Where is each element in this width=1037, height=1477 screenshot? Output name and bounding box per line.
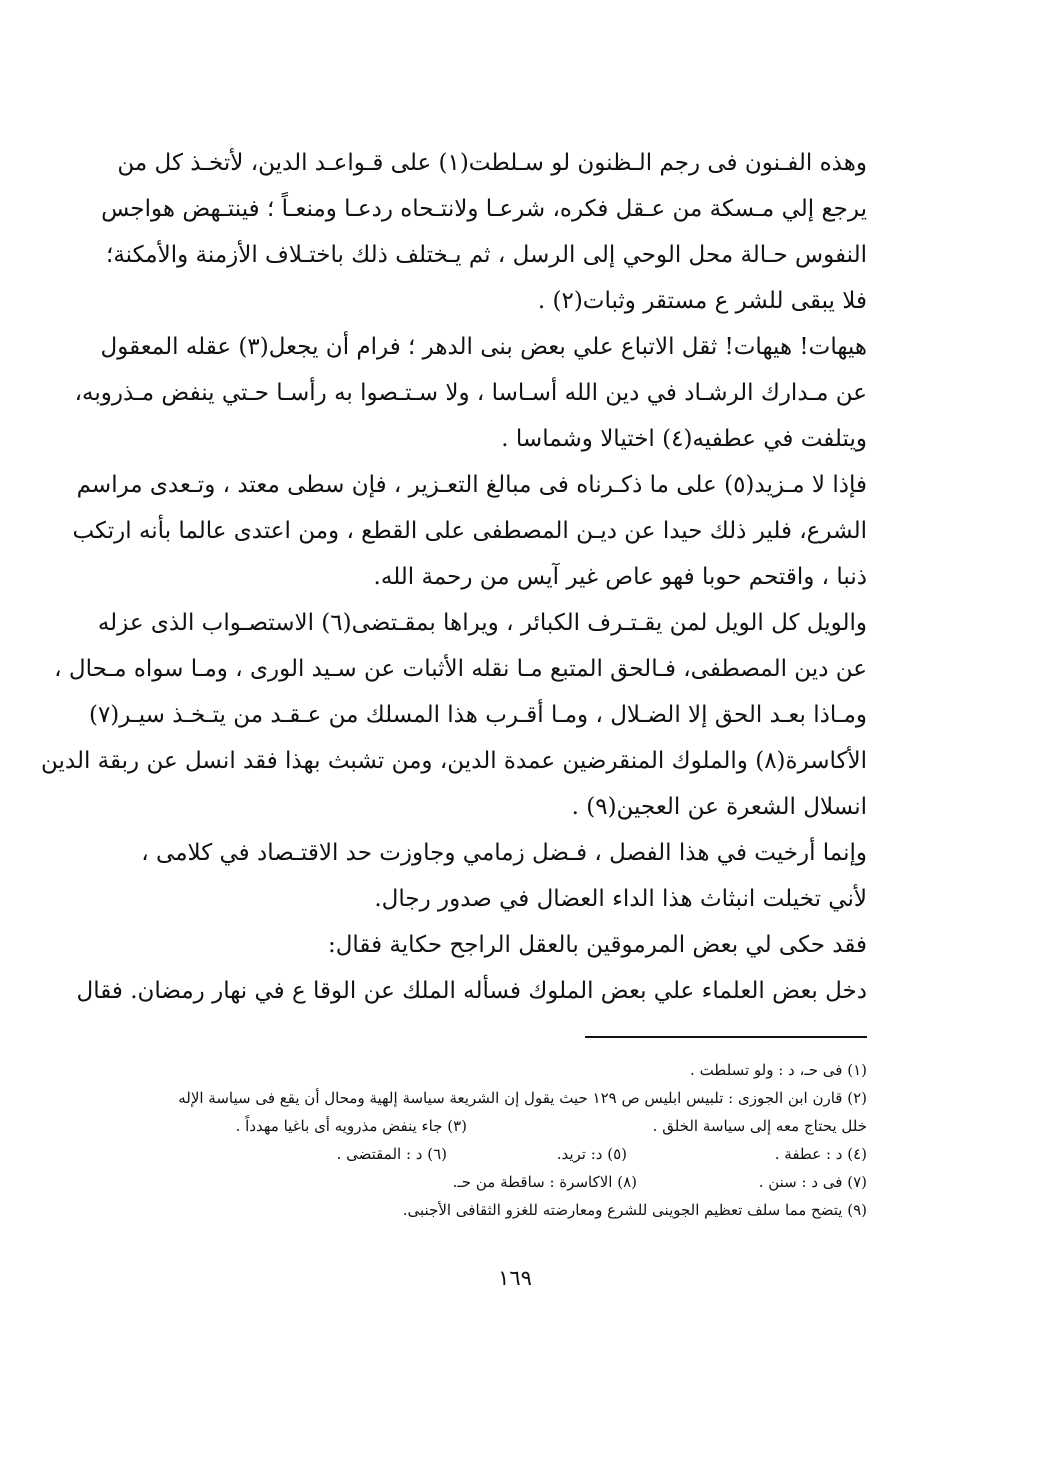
footnote-1: (١) فى حـ، د : ولو تسلطت . (690, 1061, 867, 1079)
body-line: الأكاسرة(٨) والملوك المنقرضين عمدة الدين، ومن تشبث بهذا فقد انسل عن ربقة الدين (40, 748, 867, 774)
footnote-row (155, 1112, 867, 1140)
body-line: انسلال الشعرة عن العجين(٩) . (571, 794, 867, 820)
footnote-row (155, 1056, 867, 1084)
page-number: ١٦٩ (498, 1266, 532, 1290)
body-line: عن مـدارك الرشـاد في دين الله أسـاسا ، ولا سـتـصوا به رأسـا حـتي ينفض مـذروبه، (74, 380, 867, 406)
footnotes (155, 1056, 867, 1224)
footnote-3: (٣) جاء ينفض مذرويه أى باغيا مهدداً . (235, 1117, 467, 1135)
body-text (40, 140, 867, 1014)
footnote-separator (585, 1036, 867, 1038)
footnote-row (155, 1140, 867, 1168)
body-line: النفوس حـالة محل الوحي إلى الرسل ، ثم يـختلف ذلك باختـلاف الأزمنة والأمكنة؛ (106, 242, 867, 268)
body-line: ويتلفت في عطفيه(٤) اختيالا وشماسا . (501, 426, 867, 452)
body-line: ذنبا ، واقتحم حوبا فهو عاص غير آيس من رحمة الله. (373, 564, 867, 590)
footnote-2: (٢) قارن ابن الجوزى : تلبيس ابليس ص ١٢٩ حيث يقول إن الشريعة سياسة إلهية ومحال أن يقع فى سياسة الإله (178, 1089, 867, 1107)
body-line: والويل كل الويل لمن يقـتـرف الكبائر ، ويراها بمقـتضى(٦) الاستصـواب الذى عزله (97, 610, 867, 636)
footnote-8: (٨) الاكاسرة : ساقطة من حـ. (452, 1173, 637, 1191)
body-line: عن دين المصطفى، فـالحق المتبع مـا نقله الأثبات عن سـيد الورى ، ومـا سواه مـحال ، (54, 656, 867, 682)
body-line: يرجع إلي مـسكة من عـقل فكره، شرعـا ولانتـحاه ردعـا ومنعـاً ؛ فينتـهض هواجس (101, 196, 867, 222)
body-line: هيهات! هيهات! ثقل الاتباع علي بعض بنى الدهر ؛ فرام أن يجعل(٣) عقله المعقول (100, 334, 867, 360)
body-line: ومـاذا بعـد الحق إلا الضـلال ، ومـا أقـرب هذا المسلك من عـقـد من يتـخـذ سيـر(٧) (88, 702, 867, 728)
footnote-row (155, 1168, 867, 1196)
footnote-9: (٩) يتضح مما سلف تعظيم الجوينى للشرع ومعارضته للغزو الثقافى الأجنبى. (402, 1201, 867, 1219)
footnote-row (155, 1084, 867, 1112)
footnote-6: (٦) د : المقتضى . (336, 1145, 447, 1163)
footnote-5: (٥) د: تريد. (556, 1145, 627, 1163)
body-line: فإذا لا مـزيد(٥) على ما ذكـرناه فى مبالغ التعـزير ، فإن سطى معتد ، وتـعدى مراسم (76, 472, 867, 498)
footnote-4: (٤) د : عطفة . (774, 1145, 867, 1163)
body-line: الشرع، فلير ذلك حيدا عن ديـن المصطفى على القطع ، ومن اعتدى عالما بأنه ارتكب (72, 518, 867, 544)
footnote-row (155, 1196, 867, 1224)
body-line: وهذه الفـنون فى رجم الـظنون لو سـلطت(١) على قـواعـد الدين، لأتخـذ كل من (117, 150, 867, 176)
body-line: فلا يبقى للشر ع مستقر وثبات(٢) . (537, 288, 867, 314)
body-line: فقد حكى لي بعض المرموقين بالعقل الراجح حكاية فقال: (327, 932, 867, 958)
body-line: لأني تخيلت انبثاث هذا الداء العضال في صدور رجال. (374, 886, 867, 912)
body-line: وإنما أرخيت في هذا الفصل ، فـضل زمامي وجاوزت حد الاقتـصاد في كلامى ، (141, 840, 867, 866)
footnote-2-continued: خلل يحتاج معه إلى سياسة الخلق . (652, 1117, 867, 1135)
footnote-7: (٧) فى د : سنن . (758, 1173, 867, 1191)
body-line: دخل بعض العلماء علي بعض الملوك فسأله الملك عن الوقا ع في نهار رمضان. فقال (76, 978, 867, 1004)
